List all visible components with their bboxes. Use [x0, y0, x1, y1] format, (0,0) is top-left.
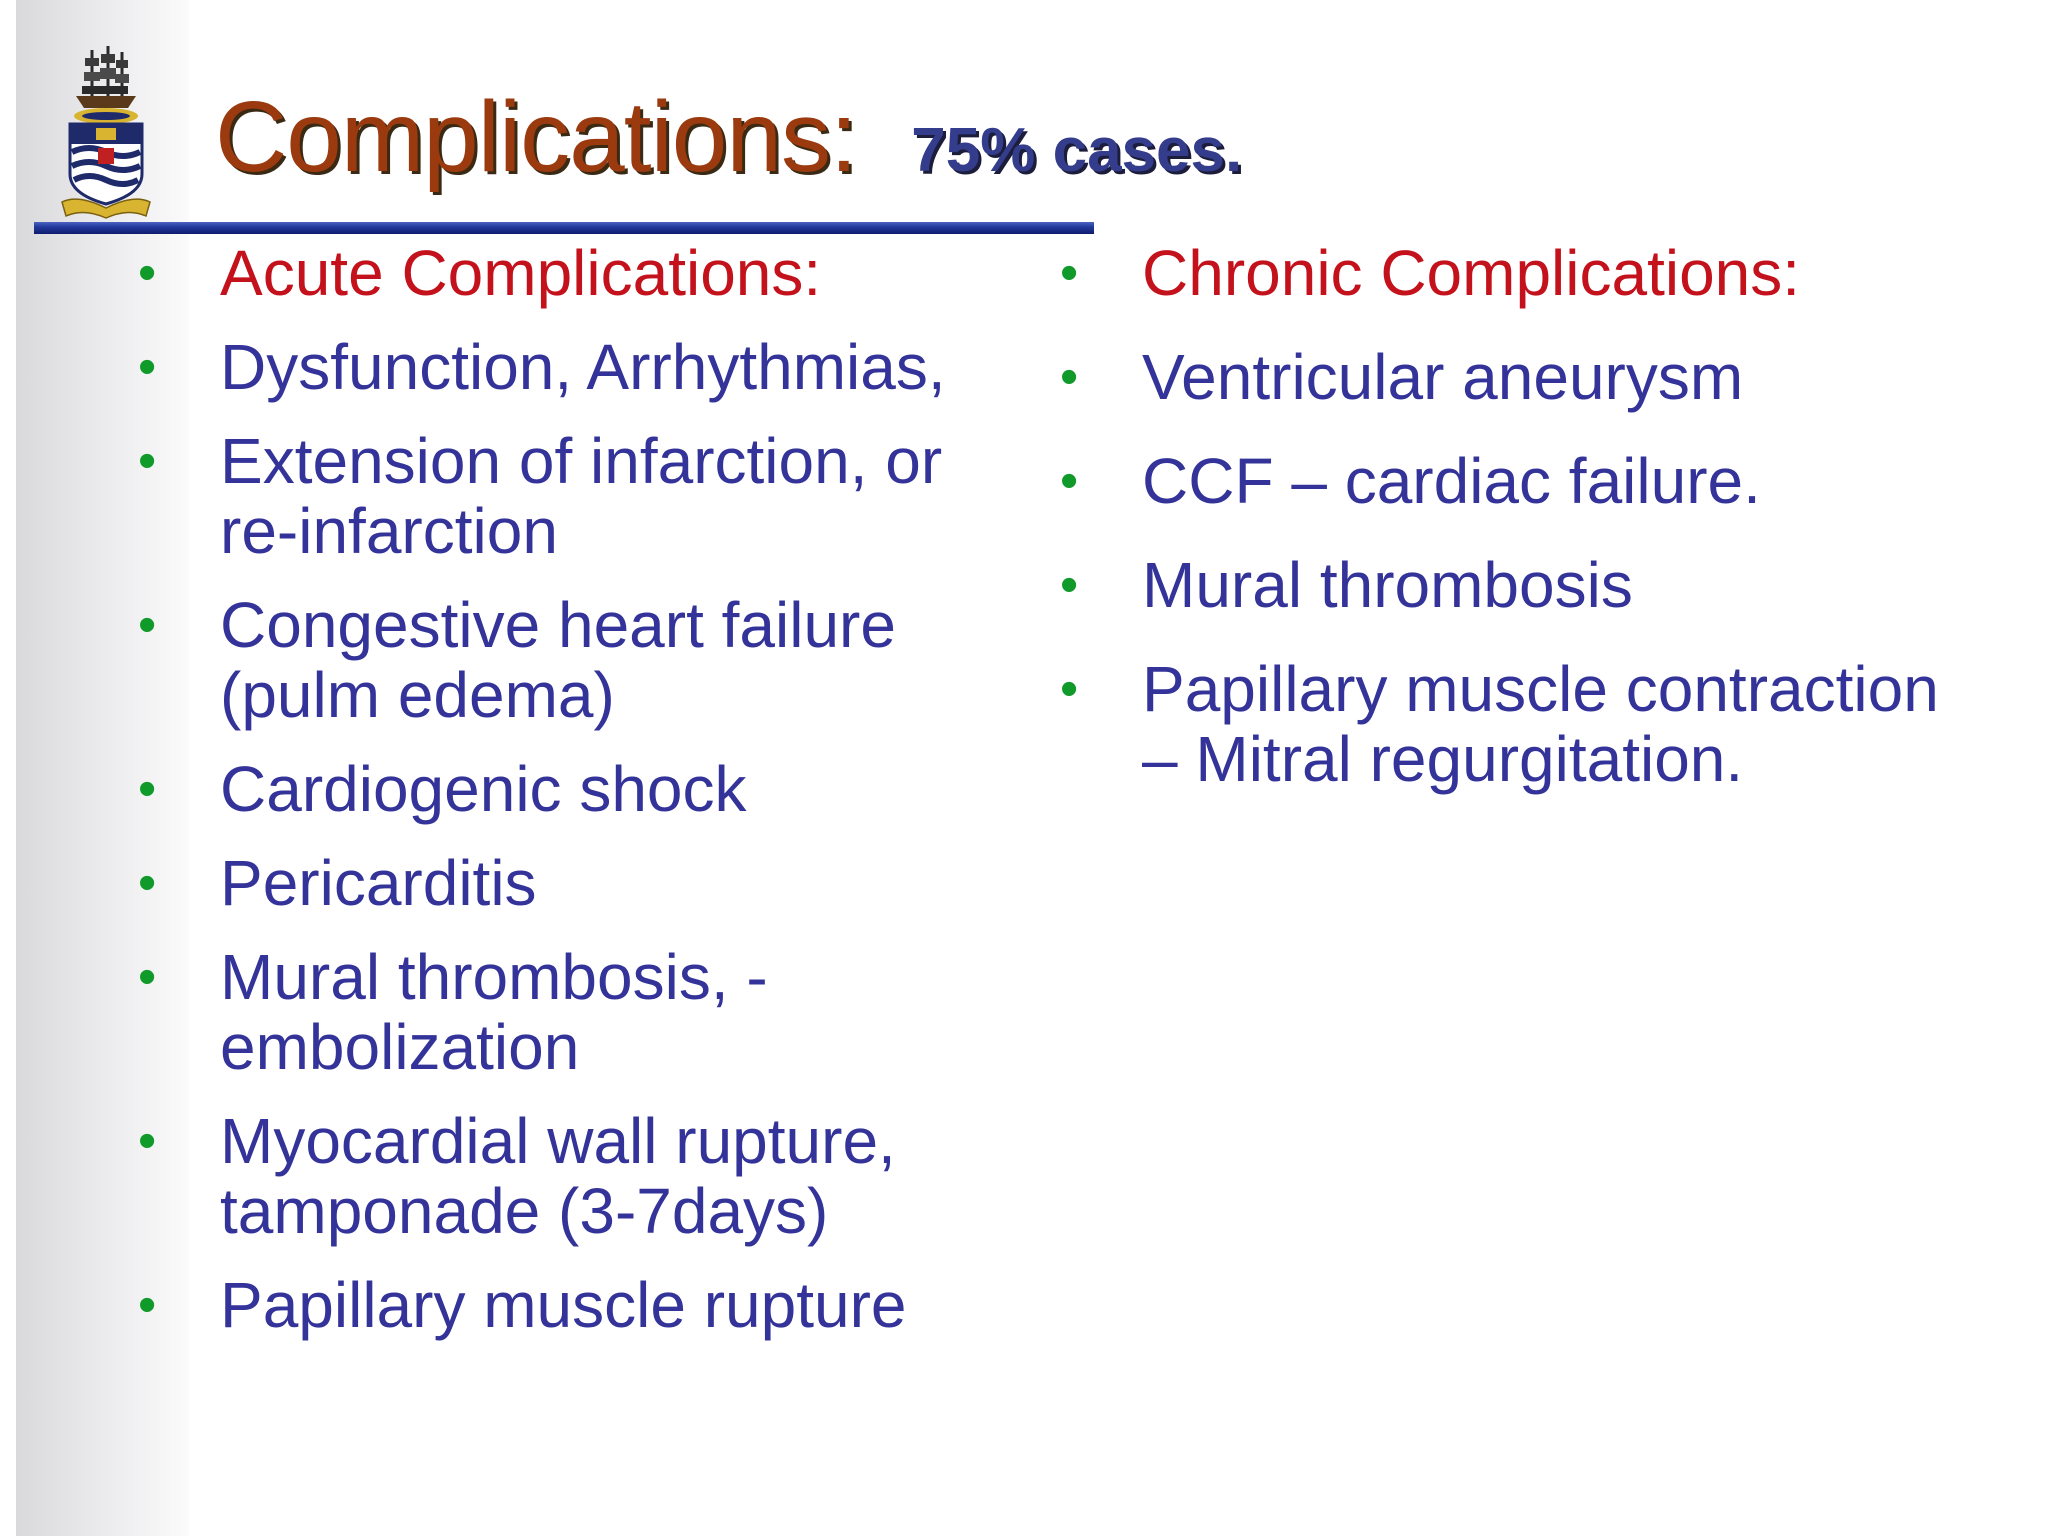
- list-item: [138, 942, 1018, 1082]
- list-item-text: CCF – cardiac failure.: [1142, 445, 1761, 517]
- list-item-text: [1142, 654, 2020, 794]
- list-item-line: Papillary muscle contraction: [1142, 653, 1939, 725]
- list-item: [138, 1270, 1018, 1340]
- list-item: [138, 1106, 1018, 1246]
- bullet-icon: •: [138, 338, 157, 396]
- chronic-heading: [1060, 238, 2020, 308]
- list-item-line: embolization: [220, 1011, 580, 1083]
- chronic-complications-list: [1060, 238, 2020, 794]
- bullet-icon: •: [138, 760, 157, 818]
- title-underline-rule: [34, 222, 1094, 234]
- bullet-icon: •: [138, 1276, 157, 1334]
- bullet-icon: •: [1060, 244, 1079, 302]
- bullet-icon: •: [138, 596, 157, 654]
- list-item: [138, 426, 1018, 566]
- list-item-line: Myocardial wall rupture,: [220, 1105, 896, 1177]
- list-item-text: Papillary muscle rupture: [220, 1269, 907, 1341]
- list-item: [138, 848, 1018, 918]
- slide-subtitle: 75% cases.: [911, 116, 1243, 185]
- list-item-text: Dysfunction, Arrhythmias,: [220, 331, 946, 403]
- title-row: [215, 82, 1242, 202]
- list-item-text: Ventricular aneurysm: [1142, 341, 1744, 413]
- bullet-icon: •: [1060, 452, 1079, 510]
- list-item-text: [220, 1106, 1018, 1246]
- list-item-text: [220, 942, 1018, 1082]
- list-item-line: tamponade (3-7days): [220, 1175, 829, 1247]
- heading-text: Acute Complications:: [220, 237, 822, 309]
- list-item-line: – Mitral regurgitation.: [1142, 723, 1744, 795]
- list-item: [1060, 342, 2020, 412]
- list-item-line: re-infarction: [220, 495, 558, 567]
- list-item-line: Extension of infarction, or: [220, 425, 943, 497]
- list-item-text: Mural thrombosis: [1142, 549, 1633, 621]
- bullet-icon: •: [138, 854, 157, 912]
- list-item-line: Mural thrombosis, -: [220, 941, 768, 1013]
- acute-complications-list: [138, 238, 1018, 1340]
- crest-icon: [58, 44, 154, 220]
- list-item-line: (pulm edema): [220, 659, 615, 731]
- heading-text: Chronic Complications:: [1142, 237, 1801, 309]
- bullet-icon: •: [138, 432, 157, 490]
- bullet-icon: •: [138, 1112, 157, 1170]
- bullet-icon: •: [1060, 556, 1079, 614]
- list-item-text: Cardiogenic shock: [220, 753, 747, 825]
- list-item: [138, 590, 1018, 730]
- list-item-text: [220, 590, 1018, 730]
- bullet-icon: •: [1060, 660, 1079, 718]
- acute-heading: [138, 238, 1018, 308]
- bullet-icon: •: [138, 948, 157, 1006]
- list-item: [1060, 446, 2020, 516]
- list-item: [138, 754, 1018, 824]
- list-item-text: [220, 426, 1018, 566]
- bullet-icon: •: [138, 244, 157, 302]
- list-item: [138, 332, 1018, 402]
- list-item-text: Pericarditis: [220, 847, 537, 919]
- list-item: [1060, 550, 2020, 620]
- list-item: [1060, 654, 2020, 794]
- bullet-icon: •: [1060, 348, 1079, 406]
- list-item-line: Congestive heart failure: [220, 589, 896, 661]
- slide-title: Complications:: [215, 81, 857, 193]
